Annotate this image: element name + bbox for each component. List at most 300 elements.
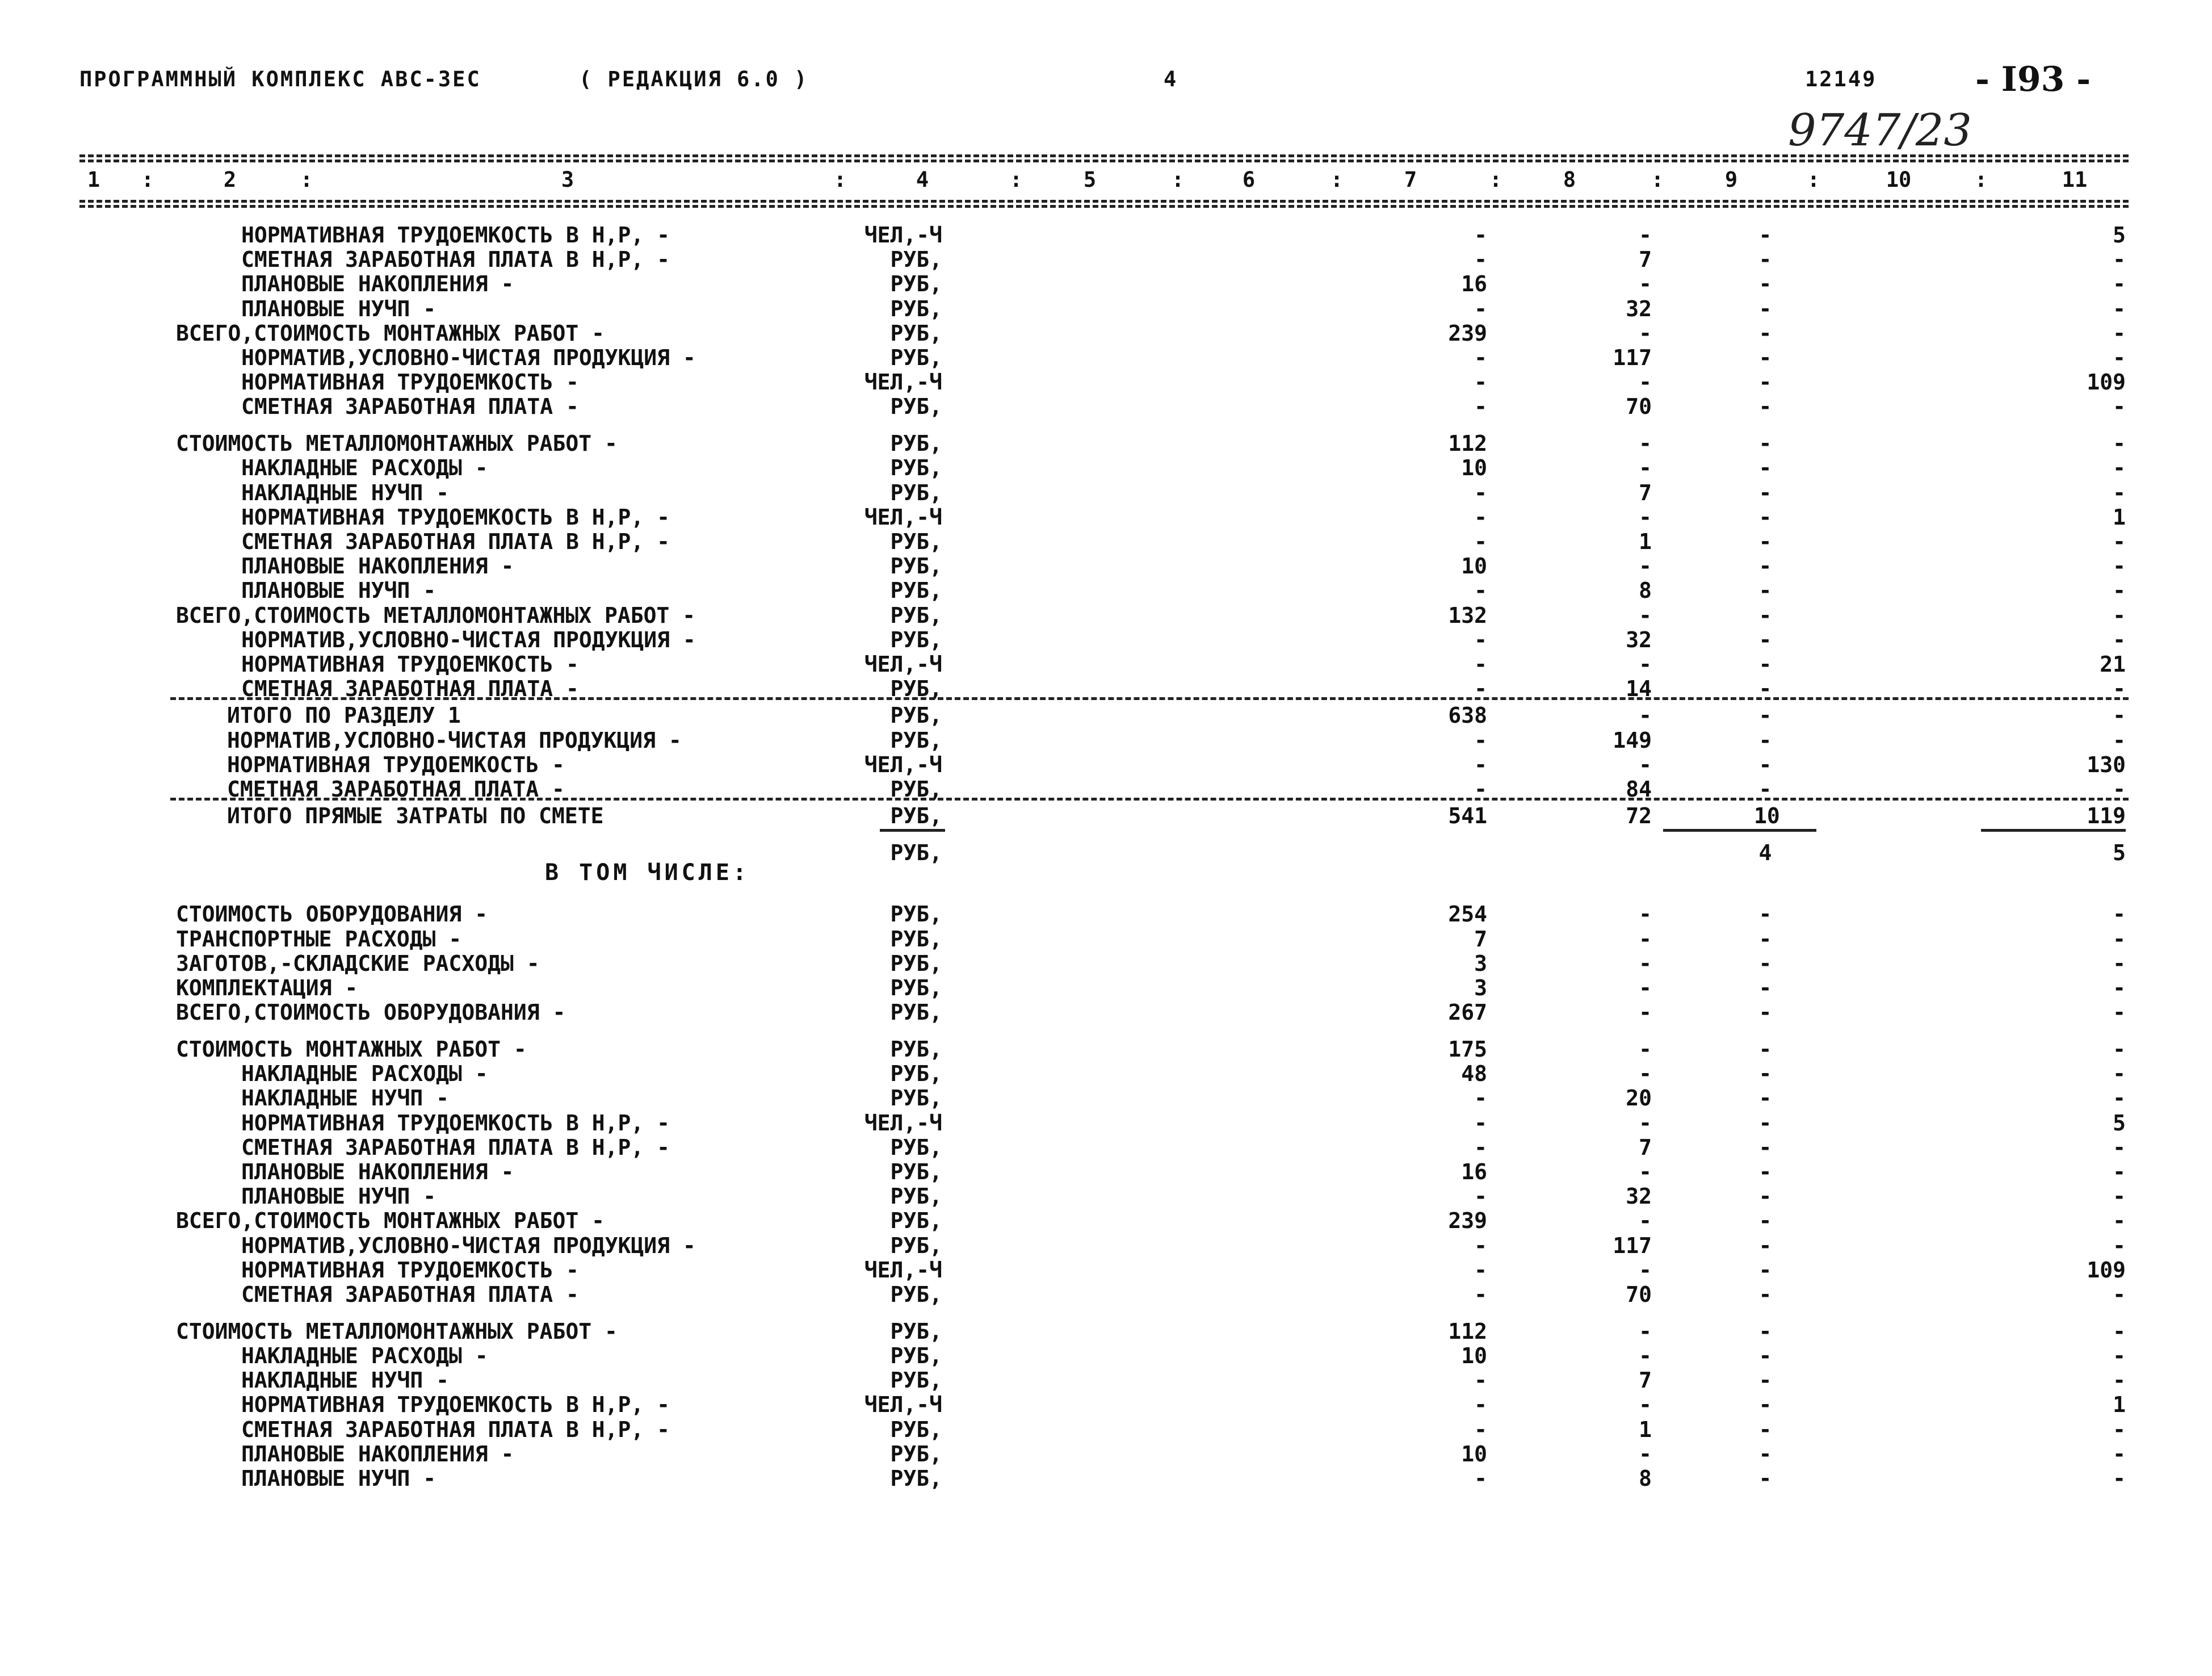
table-row [0, 1037, 2212, 1062]
cell-col-7: - [1474, 394, 1487, 420]
row-label: НОРМАТИВНАЯ ТРУДОЕМКОСТЬ - [241, 1257, 579, 1283]
column-header-8: 8 [1563, 167, 1576, 192]
cell-col-8: 70 [1626, 394, 1652, 420]
cell-col-9: - [1758, 1061, 1772, 1087]
table-row [0, 728, 2212, 753]
row-unit: РУБ, [890, 840, 942, 866]
row-label: СТОИМОСТЬ МЕТАЛЛОМОНТАЖНЫХ РАБОТ - [176, 1318, 618, 1344]
cell-col-8: - [1639, 1061, 1652, 1087]
cell-col-9: - [1758, 602, 1772, 628]
row-label: ЗАГОТОВ,-СКЛАДСКИЕ РАСХОДЫ - [176, 950, 540, 976]
cell-col-7: - [1474, 1134, 1487, 1160]
row-unit: ЧЕЛ,-Ч [864, 652, 942, 677]
cell-col-7: 112 [1448, 431, 1487, 456]
cell-col-7: - [1474, 1392, 1487, 1418]
row-label: НОРМАТИВНАЯ ТРУДОЕМКОСТЬ В Н,Р, - [241, 223, 670, 248]
cell-col-7: 7 [1474, 926, 1487, 952]
cell-col-7: - [1474, 247, 1487, 273]
table-row [0, 1282, 2212, 1307]
cell-col-8: - [1639, 1441, 1652, 1466]
row-label: НОРМАТИВНАЯ ТРУДОЕМКОСТЬ - [241, 370, 579, 395]
row-label: ВСЕГО,СТОИМОСТЬ МОНТАЖНЫХ РАБОТ - [176, 1208, 605, 1234]
row-label: ПЛАНОВЫЕ НУЧП - [241, 1466, 436, 1491]
row-label: НАКЛАДНЫЕ НУЧП - [241, 480, 450, 505]
cell-col-9: - [1758, 652, 1772, 677]
cell-col-11: - [2113, 1417, 2126, 1442]
cell-col-11: - [2113, 950, 2126, 976]
column-header-4: 4 [916, 167, 929, 192]
cell-col-11: - [2113, 554, 2126, 579]
row-label: СМЕТНАЯ ЗАРАБОТНАЯ ПЛАТА - [241, 1282, 579, 1307]
header-top-rule [79, 154, 2129, 162]
cell-col-11: - [2113, 529, 2126, 554]
table-row [0, 1466, 2212, 1491]
row-unit: ЧЕЛ,-Ч [864, 752, 942, 777]
table-row [0, 627, 2212, 652]
column-separator: : [1330, 167, 1344, 192]
cell-col-9: - [1758, 1343, 1772, 1368]
cell-col-8: - [1639, 320, 1652, 346]
cell-col-11: - [2113, 1134, 2126, 1160]
cell-col-7: 10 [1461, 1441, 1487, 1466]
cell-col-11: - [2113, 1233, 2126, 1258]
column-separator: : [141, 167, 154, 192]
row-label: НОРМАТИВ,УСЛОВНО-ЧИСТАЯ ПРОДУКЦИЯ - [241, 627, 696, 652]
cell-col-7: - [1474, 1417, 1487, 1442]
row-label: ПЛАНОВЫЕ НУЧП - [241, 296, 436, 321]
column-separator: : [1807, 167, 1820, 192]
cell-col-11: - [2113, 480, 2126, 505]
cell-col-8: - [1639, 370, 1652, 395]
table-row [0, 1159, 2212, 1184]
cell-col-11: 119 [2087, 803, 2126, 829]
cell-col-7: 638 [1448, 703, 1487, 728]
cell-col-9: - [1758, 296, 1772, 321]
row-unit: РУБ, [890, 727, 942, 753]
cell-col-8: - [1639, 1257, 1652, 1283]
cell-col-9: - [1758, 1000, 1772, 1025]
row-label: НАКЛАДНЫЕ РАСХОДЫ - [241, 1061, 488, 1087]
table-row [0, 480, 2212, 505]
cell-col-8: 32 [1626, 1184, 1652, 1209]
table-row [0, 554, 2212, 579]
table-row [0, 1208, 2212, 1233]
table-row [0, 578, 2212, 603]
cell-col-7: - [1474, 1368, 1487, 1393]
row-unit: ЧЕЛ,-Ч [864, 1110, 942, 1136]
cell-col-11: - [2113, 1368, 2126, 1393]
cell-col-9: - [1758, 1318, 1772, 1344]
cell-col-11: - [2113, 902, 2126, 927]
cell-col-8: - [1639, 455, 1652, 481]
cell-col-7: - [1474, 1110, 1487, 1136]
column-separator: : [300, 167, 313, 192]
cell-col-7: 3 [1474, 975, 1487, 1000]
table-row [0, 1343, 2212, 1368]
row-label: ПЛАНОВЫЕ НАКОПЛЕНИЯ - [241, 1159, 514, 1184]
cell-col-7: - [1474, 777, 1487, 802]
cell-col-9: - [1758, 1282, 1772, 1307]
cell-col-8: 84 [1626, 777, 1652, 802]
cell-col-8: - [1639, 950, 1652, 976]
cell-col-7: - [1474, 1233, 1487, 1258]
cell-col-7: - [1474, 676, 1487, 702]
cell-col-8: - [1639, 1392, 1652, 1418]
table-row [0, 652, 2212, 677]
column-header-3: 3 [561, 167, 574, 192]
cell-col-11: - [2113, 1000, 2126, 1025]
row-unit: РУБ, [890, 1159, 942, 1184]
table-row [0, 1086, 2212, 1111]
column-header-10: 10 [1886, 167, 1912, 192]
row-label: СТОИМОСТЬ МОНТАЖНЫХ РАБОТ - [176, 1037, 527, 1062]
cell-col-9: - [1758, 1441, 1772, 1466]
row-unit: РУБ, [890, 529, 942, 554]
row-unit: РУБ, [890, 950, 942, 976]
cell-col-7: 239 [1448, 320, 1487, 346]
cell-col-9: - [1758, 320, 1772, 346]
row-unit: РУБ, [890, 1466, 942, 1491]
row-unit: РУБ, [890, 1208, 942, 1234]
cell-col-8: - [1639, 1159, 1652, 1184]
page-number: - I93 - [1975, 60, 2091, 99]
cell-col-11: - [2113, 1086, 2126, 1111]
cell-col-9: - [1758, 1417, 1772, 1442]
cell-col-7: 541 [1448, 803, 1487, 829]
cell-col-8: 72 [1626, 803, 1652, 829]
cell-col-7: 254 [1448, 902, 1487, 927]
cell-col-9: - [1758, 727, 1772, 753]
cell-col-7: - [1474, 1086, 1487, 1111]
cell-col-9: - [1758, 345, 1772, 370]
table-row [0, 370, 2212, 395]
cell-col-9: - [1758, 223, 1772, 248]
cell-col-11: 5 [2113, 223, 2126, 248]
cell-col-7: - [1474, 1466, 1487, 1491]
cell-col-9: - [1758, 1037, 1772, 1062]
row-label: ИТОГО ПО РАЗДЕЛУ 1 [227, 703, 461, 728]
cell-col-11: - [2113, 627, 2126, 652]
column-header-11: 11 [2062, 167, 2088, 192]
cell-col-8: - [1639, 652, 1652, 677]
cell-col-8: 20 [1626, 1086, 1652, 1111]
cell-col-8: 32 [1626, 296, 1652, 321]
total-underline [1663, 829, 1816, 832]
cell-col-9: - [1758, 1134, 1772, 1160]
table-row [0, 1184, 2212, 1209]
table-row [0, 1135, 2212, 1160]
cell-col-11: - [2113, 455, 2126, 481]
row-label: НОРМАТИВ,УСЛОВНО-ЧИСТАЯ ПРОДУКЦИЯ - [241, 345, 696, 370]
row-label: ВСЕГО,СТОИМОСТЬ ОБОРУДОВАНИЯ - [176, 1000, 566, 1025]
table-row [0, 431, 2212, 456]
row-unit: РУБ, [890, 1441, 942, 1466]
cell-col-11: - [2113, 296, 2126, 321]
cell-col-7: 10 [1461, 455, 1487, 481]
row-unit: ЧЕЛ,-Ч [864, 223, 942, 248]
table-row [0, 394, 2212, 419]
cell-col-9: - [1758, 1392, 1772, 1418]
row-unit: РУБ, [890, 1282, 942, 1307]
row-label: СМЕТНАЯ ЗАРАБОТНАЯ ПЛАТА В Н,Р, - [241, 247, 670, 273]
cell-col-8: 7 [1639, 247, 1652, 273]
row-unit: РУБ, [890, 1000, 942, 1025]
row-unit: РУБ, [890, 703, 942, 728]
handwritten-annotation: 9747/23 [1788, 105, 1972, 156]
row-unit: РУБ, [890, 676, 942, 702]
cell-col-8: 8 [1639, 578, 1652, 604]
row-label: НОРМАТИВНАЯ ТРУДОЕМКОСТЬ - [241, 652, 579, 677]
cell-col-7: - [1474, 223, 1487, 248]
cell-col-7: 112 [1448, 1318, 1487, 1344]
cell-col-11: - [2113, 271, 2126, 297]
cell-col-9: - [1758, 1368, 1772, 1393]
table-row [0, 1258, 2212, 1283]
row-label: НОРМАТИВ,УСЛОВНО-ЧИСТАЯ ПРОДУКЦИЯ - [241, 1233, 696, 1258]
row-label: ПЛАНОВЫЕ НУЧП - [241, 578, 436, 604]
table-row [0, 603, 2212, 628]
cell-col-7: - [1474, 727, 1487, 753]
row-label: СМЕТНАЯ ЗАРАБОТНАЯ ПЛАТА - [241, 676, 579, 702]
cell-col-9: - [1758, 247, 1772, 273]
cell-col-11: - [2113, 320, 2126, 346]
cell-col-7: - [1474, 1257, 1487, 1283]
column-separator: : [1651, 167, 1664, 192]
table-row [0, 703, 2212, 728]
cell-col-8: 14 [1626, 676, 1652, 702]
row-label: НОРМАТИВНАЯ ТРУДОЕМКОСТЬ В Н,Р, - [241, 1110, 670, 1136]
cell-col-9: - [1758, 752, 1772, 777]
cell-col-8: - [1639, 223, 1652, 248]
cell-col-9: - [1758, 777, 1772, 802]
table-row [0, 321, 2212, 346]
row-label: СМЕТНАЯ ЗАРАБОТНАЯ ПЛАТА В Н,Р, - [241, 1134, 670, 1160]
table-row [0, 840, 2212, 865]
cell-col-8: 7 [1639, 480, 1652, 505]
section-divider [170, 697, 2129, 700]
table-row [0, 505, 2212, 530]
row-unit: ЧЕЛ,-Ч [864, 504, 942, 530]
table-row [0, 345, 2212, 370]
row-unit: РУБ, [890, 1233, 942, 1258]
row-label: ВСЕГО,СТОИМОСТЬ МЕТАЛЛОМОНТАЖНЫХ РАБОТ - [176, 602, 696, 628]
row-unit: ЧЕЛ,-Ч [864, 1257, 942, 1283]
cell-col-11: 1 [2113, 504, 2126, 530]
column-header-1: 1 [87, 167, 100, 192]
table-row [0, 1000, 2212, 1025]
table-row [0, 902, 2212, 927]
row-unit: РУБ, [890, 554, 942, 579]
cell-col-9: - [1758, 1257, 1772, 1283]
row-unit: РУБ, [890, 431, 942, 456]
cell-col-11: - [2113, 703, 2126, 728]
cell-col-9: - [1758, 1233, 1772, 1258]
column-header-5: 5 [1083, 167, 1097, 192]
cell-col-8: - [1639, 1110, 1652, 1136]
cell-col-11: 130 [2087, 752, 2126, 777]
cell-col-9: 4 [1758, 840, 1772, 866]
column-header-9: 9 [1724, 167, 1738, 192]
row-label: НОРМАТИВНАЯ ТРУДОЕМКОСТЬ В Н,Р, - [241, 504, 670, 530]
cell-col-7: - [1474, 1282, 1487, 1307]
cell-col-11: 109 [2087, 1257, 2126, 1283]
row-label: СМЕТНАЯ ЗАРАБОТНАЯ ПЛАТА В Н,Р, - [241, 1417, 670, 1442]
cell-col-8: - [1639, 752, 1652, 777]
cell-col-11: - [2113, 394, 2126, 420]
section-subheading: В ТОМ ЧИСЛЕ: [545, 859, 750, 886]
column-header-2: 2 [223, 167, 237, 192]
row-label: НАКЛАДНЫЕ НУЧП - [241, 1086, 450, 1111]
cell-col-8: - [1639, 431, 1652, 456]
document-code: 12149 [1805, 67, 1877, 91]
total-underline [880, 829, 945, 832]
table-row [0, 1111, 2212, 1136]
cell-col-11: - [2113, 1343, 2126, 1368]
column-header-7: 7 [1404, 167, 1417, 192]
sheet-number: 4 [1164, 67, 1178, 91]
cell-col-9: - [1758, 1208, 1772, 1234]
cell-col-8: 32 [1626, 627, 1652, 652]
table-row [0, 296, 2212, 321]
cell-col-11: - [2113, 777, 2126, 802]
cell-col-8: 1 [1639, 1417, 1652, 1442]
table-row [0, 1368, 2212, 1393]
row-unit: РУБ, [890, 578, 942, 604]
cell-col-8: - [1639, 1000, 1652, 1025]
row-label: ПЛАНОВЫЕ НУЧП - [241, 1184, 436, 1209]
cell-col-9: - [1758, 1159, 1772, 1184]
row-label: СМЕТНАЯ ЗАРАБОТНАЯ ПЛАТА - [227, 777, 565, 802]
cell-col-7: 239 [1448, 1208, 1487, 1234]
cell-col-9: - [1758, 504, 1772, 530]
row-label: СМЕТНАЯ ЗАРАБОТНАЯ ПЛАТА В Н,Р, - [241, 529, 670, 554]
row-label: ПЛАНОВЫЕ НАКОПЛЕНИЯ - [241, 271, 514, 297]
row-label: ВСЕГО,СТОИМОСТЬ МОНТАЖНЫХ РАБОТ - [176, 320, 605, 346]
table-row [0, 1417, 2212, 1442]
cell-col-11: - [2113, 975, 2126, 1000]
cell-col-9: - [1758, 1110, 1772, 1136]
cell-col-11: 1 [2113, 1392, 2126, 1418]
cell-col-7: - [1474, 652, 1487, 677]
row-unit: РУБ, [890, 975, 942, 1000]
cell-col-8: - [1639, 554, 1652, 579]
cell-col-9: - [1758, 370, 1772, 395]
cell-col-7: 267 [1448, 1000, 1487, 1025]
cell-col-7: - [1474, 578, 1487, 604]
table-row [0, 1233, 2212, 1258]
cell-col-9: - [1758, 676, 1772, 702]
cell-col-11: - [2113, 602, 2126, 628]
cell-col-8: - [1639, 703, 1652, 728]
column-separator: : [833, 167, 847, 192]
cell-col-9: - [1758, 1466, 1772, 1491]
cell-col-8: - [1639, 926, 1652, 952]
row-unit: ЧЕЛ,-Ч [864, 370, 942, 395]
cell-col-9: - [1758, 529, 1772, 554]
table-row [0, 455, 2212, 480]
row-unit: РУБ, [890, 480, 942, 505]
cell-col-7: - [1474, 627, 1487, 652]
cell-col-9: - [1758, 431, 1772, 456]
cell-col-11: - [2113, 1466, 2126, 1491]
row-unit: РУБ, [890, 1134, 942, 1160]
cell-col-7: - [1474, 752, 1487, 777]
cell-col-11: - [2113, 1318, 2126, 1344]
program-title: ПРОГРАММНЫЙ КОМПЛЕКС АВС-3ЕС [79, 67, 481, 91]
row-unit: РУБ, [890, 271, 942, 297]
table-row [0, 1392, 2212, 1417]
cell-col-8: 7 [1639, 1368, 1652, 1393]
row-unit: РУБ, [890, 394, 942, 420]
cell-col-8: 7 [1639, 1134, 1652, 1160]
cell-col-8: - [1639, 1318, 1652, 1344]
column-separator: : [1171, 167, 1185, 192]
row-label: ИТОГО ПРЯМЫЕ ЗАТРАТЫ ПО СМЕТЕ [227, 803, 604, 829]
cell-col-11: - [2113, 1061, 2126, 1087]
cell-col-9: - [1758, 627, 1772, 652]
header-bottom-rule [79, 200, 2129, 208]
column-header-6: 6 [1242, 167, 1256, 192]
row-label: СТОИМОСТЬ ОБОРУДОВАНИЯ - [176, 902, 488, 927]
cell-col-7: 16 [1461, 1159, 1487, 1184]
table-row [0, 223, 2212, 248]
row-label: НОРМАТИВ,УСЛОВНО-ЧИСТАЯ ПРОДУКЦИЯ - [227, 727, 682, 753]
row-unit: РУБ, [890, 1184, 942, 1209]
cell-col-9: - [1758, 554, 1772, 579]
row-unit: РУБ, [890, 803, 942, 829]
row-label: НОРМАТИВНАЯ ТРУДОЕМКОСТЬ - [227, 752, 565, 777]
row-unit: РУБ, [890, 777, 942, 802]
row-unit: РУБ, [890, 320, 942, 346]
cell-col-11: - [2113, 345, 2126, 370]
table-row [0, 927, 2212, 952]
column-separator: : [1009, 167, 1023, 192]
cell-col-11: - [2113, 1208, 2126, 1234]
cell-col-8: - [1639, 271, 1652, 297]
cell-col-11: - [2113, 926, 2126, 952]
row-unit: РУБ, [890, 455, 942, 481]
table-row [0, 1061, 2212, 1086]
cell-col-9: - [1758, 902, 1772, 927]
row-label: ТРАНСПОРТНЫЕ РАСХОДЫ - [176, 926, 462, 952]
cell-col-9: - [1758, 1086, 1772, 1111]
cell-col-9: - [1758, 703, 1772, 728]
cell-col-8: 117 [1613, 1233, 1652, 1258]
cell-col-11: 5 [2113, 840, 2126, 866]
edition-label: ( РЕДАКЦИЯ 6.0 ) [579, 67, 809, 91]
table-row [0, 1442, 2212, 1466]
row-unit: РУБ, [890, 345, 942, 370]
cell-col-11: - [2113, 431, 2126, 456]
cell-col-11: 21 [2100, 652, 2126, 677]
cell-col-8: - [1639, 1343, 1652, 1368]
row-label: СМЕТНАЯ ЗАРАБОТНАЯ ПЛАТА - [241, 394, 579, 420]
cell-col-9: - [1758, 271, 1772, 297]
cell-col-11: - [2113, 247, 2126, 273]
row-label: НАКЛАДНЫЕ НУЧП - [241, 1368, 450, 1393]
cell-col-11: 5 [2113, 1110, 2126, 1136]
row-label: НАКЛАДНЫЕ РАСХОДЫ - [241, 455, 488, 481]
cell-col-8: 8 [1639, 1466, 1652, 1491]
row-unit: РУБ, [890, 1061, 942, 1087]
cell-col-7: - [1474, 345, 1487, 370]
table-row [0, 975, 2212, 1000]
cell-col-7: - [1474, 529, 1487, 554]
row-unit: РУБ, [890, 602, 942, 628]
row-label: ПЛАНОВЫЕ НАКОПЛЕНИЯ - [241, 554, 514, 579]
cell-col-8: - [1639, 1208, 1652, 1234]
row-unit: РУБ, [890, 902, 942, 927]
